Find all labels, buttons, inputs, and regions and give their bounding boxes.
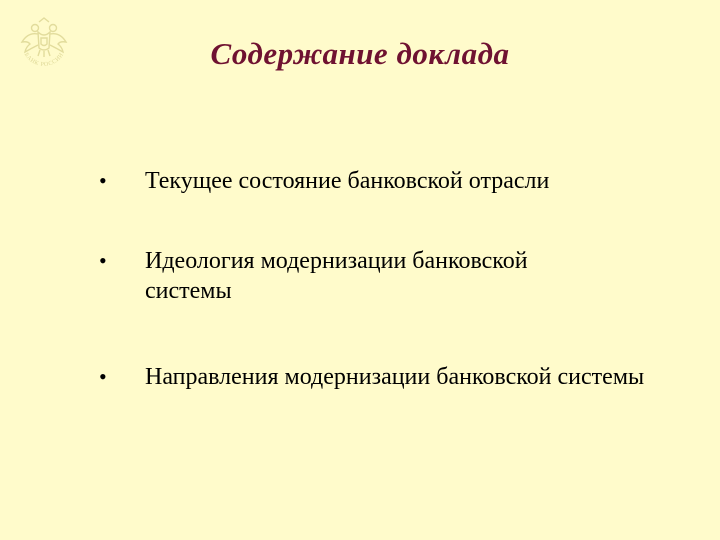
bullet: •	[99, 364, 107, 389]
bullet: •	[99, 248, 107, 273]
list-item-text: Идеология модернизации банковской системы	[145, 248, 528, 304]
slide-title: Содержание доклада	[210, 36, 510, 71]
bullet: •	[99, 168, 107, 193]
list-item-text: Текущее состояние банковской отрасли	[145, 168, 550, 194]
logo-text: БАНК РОССИИ	[22, 52, 66, 69]
list-item-text: Направления модернизации банковской системы	[145, 364, 645, 390]
